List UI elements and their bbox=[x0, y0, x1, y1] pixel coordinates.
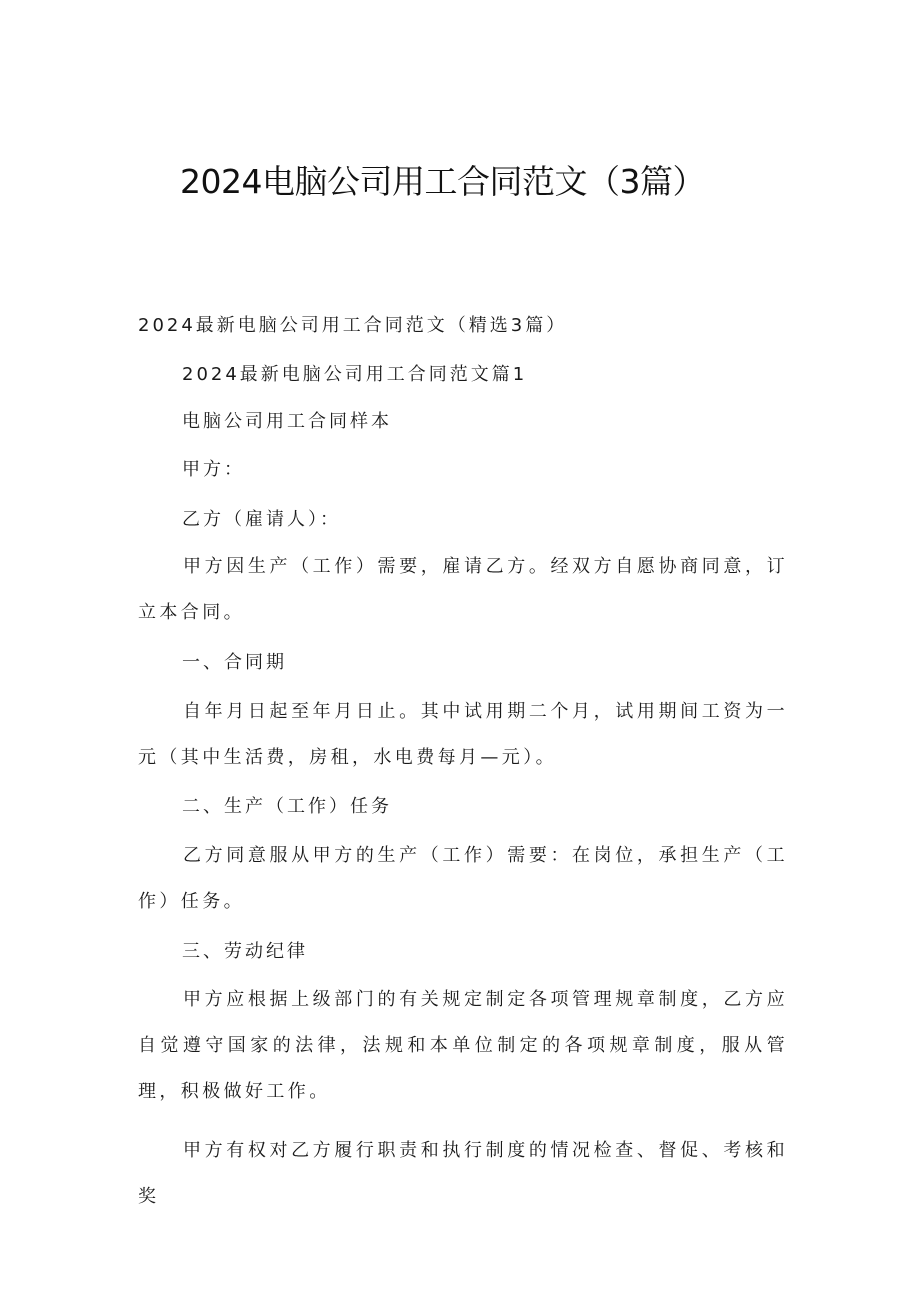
document-subtitle: 2024最新电脑公司用工合同范文（精选3篇） bbox=[138, 315, 568, 336]
section-heading: 2024最新电脑公司用工合同范文篇1 bbox=[182, 364, 528, 385]
document-title: 2024电脑公司用工合同范文（3篇） bbox=[180, 162, 705, 201]
clause-1-text: 自年月日起至年月日止。其中试用期二个月，试用期间工资为一元（其中生活费，房租，水电费每月—元）。 bbox=[138, 701, 788, 768]
clause-2-text: 乙方同意服从甲方的生产（工作）需要：在岗位，承担生产（工作）任务。 bbox=[138, 845, 788, 912]
clause-3-paragraph-2: 甲方有权对乙方履行职责和执行制度的情况检查、督促、考核和奖 bbox=[138, 1140, 788, 1207]
clause-2-heading: 二、生产（工作）任务 bbox=[182, 796, 392, 817]
intro-paragraph: 甲方因生产（工作）需要，雇请乙方。经双方自愿协商同意，订立本合同。 bbox=[138, 556, 788, 623]
party-b-label: 乙方（雇请人）： bbox=[182, 509, 341, 530]
contract-name: 电脑公司用工合同样本 bbox=[182, 411, 392, 432]
party-a-label: 甲方： bbox=[182, 459, 245, 480]
clause-3-heading: 三、劳动纪律 bbox=[182, 941, 308, 962]
clause-1-heading: 一、合同期 bbox=[182, 652, 287, 673]
clause-3-paragraph-1: 甲方应根据上级部门的有关规定制定各项管理规章制度，乙方应自觉遵守国家的法律，法规和本单位制定的各项规章制度，服从管理，积极做好工作。 bbox=[138, 989, 788, 1102]
